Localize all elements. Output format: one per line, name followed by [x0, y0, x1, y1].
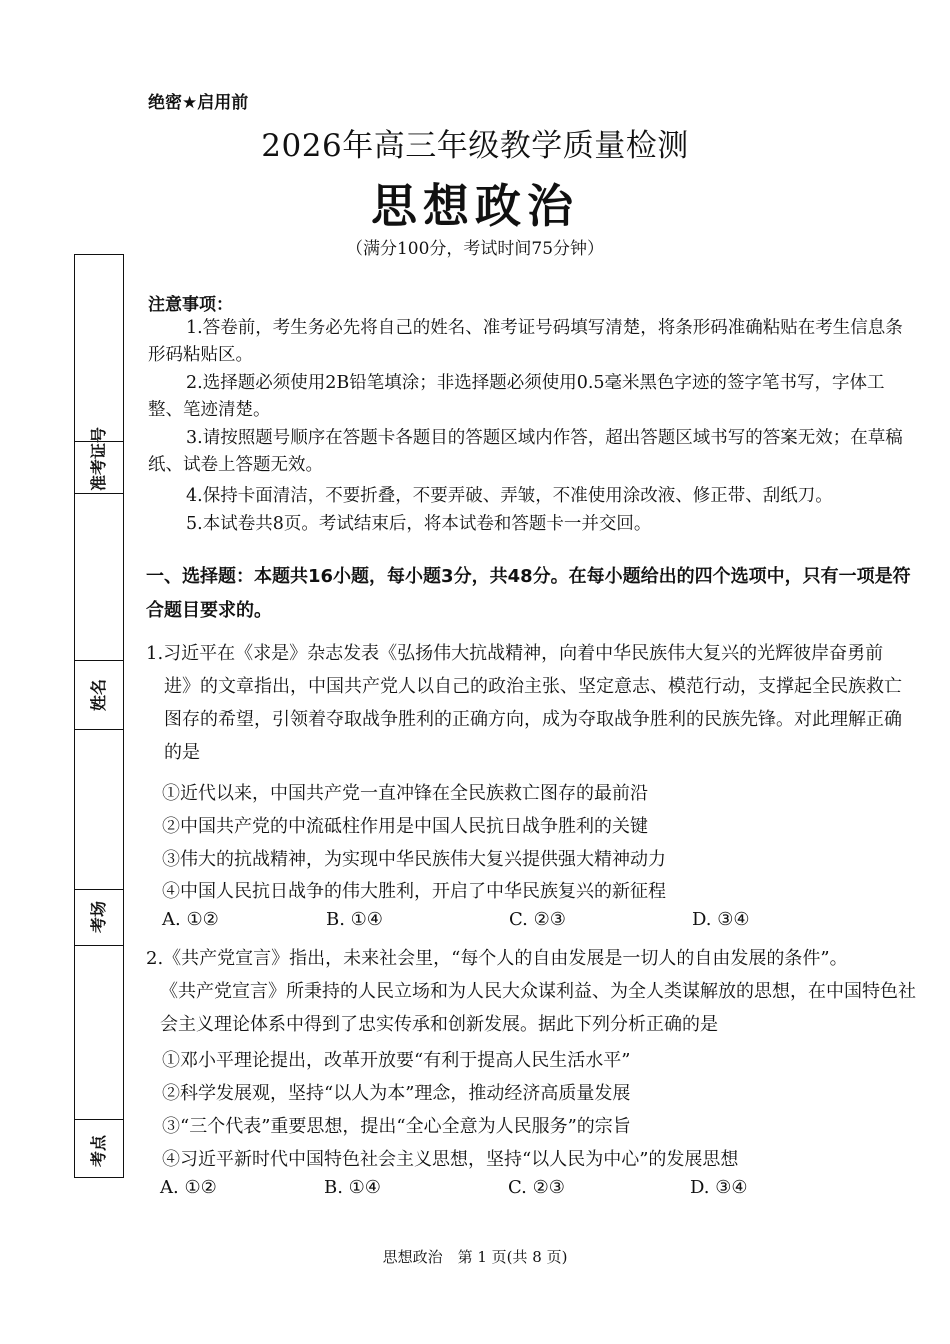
strip-divider: [75, 945, 123, 946]
strip-divider: [75, 729, 123, 730]
question-stem: [146, 942, 916, 1041]
note-item: 5.本试卷共8页。考试结束后，将本试卷和答题卡一并交回。: [186, 514, 652, 534]
statement-item: ③伟大的抗战精神，为实现中华民族伟大复兴提供强大精神动力: [162, 849, 666, 870]
section-heading: 一、选择题：本题共16小题，每小题3分，共48分。在每小题给出的四个选项中，只有一项是符合题目要求的。: [146, 566, 911, 621]
answer-option-c: C. ②③: [508, 1177, 565, 1198]
question-stem-line: 2.《共产党宣言》指出，未来社会里，“每个人的自由发展是一切人的自由发展的条件”。: [146, 948, 848, 969]
question-stem: 1.习近平在《求是》杂志发表《弘扬伟大抗战精神，向着中华民族伟大复兴的光辉彼岸奋勇前进》的文章指出，中国共产党人以自己的政治主张、坚定意志、模范行动，支撑起全民族救亡图存的希望，引领着夺取战争胜利的正确方向，成为夺取战争胜利的民族先锋。对此理解正确的是: [146, 643, 902, 763]
answer-option-c: C. ②③: [509, 909, 566, 930]
strip-divider: [75, 660, 123, 661]
answer-option-b: B. ①④: [324, 1177, 381, 1198]
statement-item: ①邓小平理论提出，改革开放要“有利于提高人民生活水平”: [162, 1050, 631, 1071]
statement-item: ②科学发展观，坚持“以人为本”理念，推动经济高质量发展: [162, 1083, 631, 1104]
score-info: （满分100分，考试时间75分钟）: [345, 239, 605, 259]
notes-heading: 注意事项：: [148, 295, 233, 315]
strip-divider: [75, 1119, 123, 1120]
answer-option-a: A. ①②: [160, 1177, 217, 1198]
label-exam-room: 考场: [89, 901, 108, 934]
statement-item: ①近代以来，中国共产党一直冲锋在全民族救亡图存的最前沿: [162, 783, 648, 804]
answer-option-d: D. ③④: [692, 909, 750, 930]
page-footer: 思想政治 第 1 页(共 8 页): [382, 1248, 568, 1266]
statement-item: ③“三个代表”重要思想，提出“全心全意为人民服务”的宗旨: [162, 1116, 631, 1137]
note-item: 1.答卷前，考生务必先将自己的姓名、准考证号码填写清楚，将条形码准确粘贴在考生信息条形码粘贴区。: [148, 318, 903, 365]
subject-title: 思想政治: [371, 179, 579, 233]
strip-divider: [75, 889, 123, 890]
question-stem-body: 《共产党宣言》所秉持的人民立场和为人民大众谋利益、为全人类谋解放的思想，在中国特色社会主义理论体系中得到了忠实传承和创新发展。据此下列分析正确的是: [160, 981, 916, 1035]
label-exam-number: 准考证号: [89, 426, 108, 491]
confidential-label: 绝密★启用前: [148, 93, 249, 113]
exam-title: 2026年高三年级教学质量检测: [261, 128, 689, 164]
note-item: 4.保持卡面清洁，不要折叠，不要弄破、弄皱，不准使用涂改液、修正带、刮纸刀。: [186, 486, 833, 506]
label-name: 姓名: [89, 679, 108, 712]
note-item: 2.选择题必须使用2B铅笔填涂；非选择题必须使用0.5毫米黑色字迹的签字笔书写，字体工整、笔迹清楚。: [148, 373, 885, 420]
answer-option-b: B. ①④: [326, 909, 383, 930]
strip-divider: [75, 493, 123, 494]
answer-option-d: D. ③④: [690, 1177, 748, 1198]
statement-item: ②中国共产党的中流砥柱作用是中国人民抗日战争胜利的关键: [162, 816, 648, 837]
candidate-info-strip: [74, 254, 124, 1178]
answer-option-a: A. ①②: [162, 909, 219, 930]
label-exam-site: 考点: [89, 1135, 108, 1168]
note-item: 3.请按照题号顺序在答题卡各题目的答题区域内作答，超出答题区域书写的答案无效；在草稿纸、试卷上答题无效。: [148, 428, 903, 475]
statement-item: ④中国人民抗日战争的伟大胜利，开启了中华民族复兴的新征程: [162, 881, 666, 902]
statement-item: ④习近平新时代中国特色社会主义思想，坚持“以人民为中心”的发展思想: [162, 1149, 739, 1170]
